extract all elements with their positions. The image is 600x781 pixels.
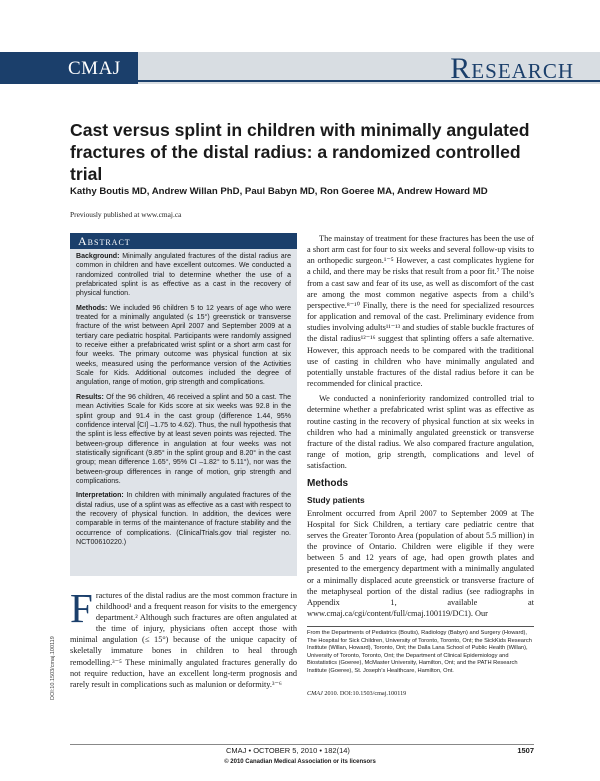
- page-number: 1507: [517, 746, 534, 755]
- abstract-body: [70, 249, 297, 547]
- article-title: Cast versus splint in children with minimally angulated fractures of the distal radius: a randomized controlled trial: [70, 120, 530, 184]
- methods-text: We included 96 children 5 to 12 years of age who were treated for a minimally angulated (≤ 15°) greenstick or transverse fracture of the wrist between April 2007 and September 2009 at a tertiary care pediatric hospital. Participants were randomly assigned to receive either a prefabricated wrist splint or a short arm cast for four weeks. The primary outcome was physical function at six weeks, measured using the performance version of the Activities Scale for Kids. Additional outcomes included the degree of angulation, range of motion, grip strength and complications.: [76, 304, 291, 387]
- journal-logo-block: [0, 52, 138, 84]
- affiliation-divider: [307, 626, 534, 627]
- abstract-results: [76, 393, 291, 486]
- journal-logo: CMAJ: [68, 58, 121, 79]
- citation-doi: 2010. DOI:10.1503/cmaj.100119: [322, 690, 407, 697]
- author-list: Kathy Boutis MD, Andrew Willan PhD, Paul Babyn MD, Ron Goeree MA, Andrew Howard MD: [70, 186, 488, 197]
- copyright-notice: © 2010 Canadian Medical Association or its licensors: [224, 759, 376, 765]
- study-patients-heading: Study patients: [307, 495, 365, 506]
- drop-cap: F: [70, 585, 93, 631]
- body-paragraph-3: Enrolment occurred from April 2007 to September 2009 at The Hospital for Sick Children, a tertiary care pediatric centre that serves the Greater Toronto Area (population of about 5.5 million) in the province of Ontario. Children were eligible if they were between 5 and 12 years of age, had open growth plates and presented to the emergency department with a minimally angulated or a minimally displaced acute greenstick or transverse fracture of the metaphyseal portion of the distal radius (see radiographs in Appendix 1, available at www.cmaj.ca/cgi/content/full/cmaj.100119/DC1). Our: [307, 508, 534, 618]
- results-label: Results:: [76, 393, 104, 401]
- citation-journal: CMAJ: [307, 690, 323, 697]
- abstract-heading: Abstract: [70, 233, 297, 249]
- interpretation-text: In children with minimally angulated fractures of the distal radius, use of a splint was as effective as a cast with respect to the recovery of physical function. In addition, the devices were comparable in terms of the maintenance of fracture stability and the occurrence of complications. (ClinicalTrials.gov trial register no. NCT00610220.): [76, 492, 291, 546]
- results-text: Of the 96 children, 46 received a splint and 50 a cast. The mean Activities Scale for Kids score at six weeks was 92.8 in the splint group and 91.4 in the cast group (difference 1.44, 95% confidence interval [CI] –1.75 to 4.62). Thus, the null hypothesis that the splint is less effective by at least seven points was rejected. The between-group difference in angulation at four weeks was not statistically significant (9.85° in the splint group and 8.20° in the cast group; mean difference 1.65°, 95% CI –1.82° to 5.11°), nor was the between-group differences in range of motion, grip strength and complications.: [76, 393, 291, 485]
- methods-label: Methods:: [76, 304, 108, 312]
- section-label: Research: [450, 52, 574, 85]
- footer-issue: CMAJ • OCTOBER 5, 2010 • 182(14): [226, 746, 350, 755]
- abstract-background: [76, 252, 291, 299]
- publication-note: Previously published at www.cmaj.ca: [70, 210, 182, 219]
- body-paragraph-2: We conducted a noninferiority randomized controlled trial to determine whether a prefabricated wrist splint was as effective as routine casting in the recovery of physical function at six weeks in children who had a minimally angulated greenstick or transverse fracture of the distal radius. We also compared fracture angulation, range of motion, grip strength, complications and level of satisfaction.: [307, 394, 534, 471]
- abstract-methods: [76, 304, 291, 388]
- intro-paragraph: [70, 585, 297, 690]
- side-doi: DOI:10.1503/cmaj.100119: [50, 636, 56, 700]
- footer-divider: [70, 744, 534, 745]
- citation-line: [307, 690, 534, 697]
- background-label: Background:: [76, 253, 120, 260]
- methods-heading: Methods: [307, 478, 349, 490]
- abstract-interpretation: [76, 491, 291, 547]
- author-affiliations: From the Departments of Pediatrics (Boutis), Radiology (Babyn) and Surgery (Howard), The Hospital for Sick Children, University of Toronto, Toronto, Ont; the SickKids Research Institute (Willan, Howard), Toronto, Ont; the Dalla Lana School of Public Health (Willan), University of Toronto, Toronto, Ont; the Department of Clinical Epidemiology and Biostatistics (Goeree), McMaster University, Hamilton, Ont; and the PATH Research Institute (Goeree), St. Joseph’s Healthcare, Hamilton, Ont.: [307, 630, 532, 674]
- body-paragraph-1: The mainstay of treatment for these fractures has been the use of a short arm cast for four to six weeks and several follow-up visits to an orthopedic surgeon.¹⁻⁵ However, a cast complicates hygiene for a child, and there may be risks that result from a poor fit.⁷ The noise from a cast saw and fear of its use, as well as discomfort of the cast are among the most common negative aspects from a child’s perspective.⁸⁻¹⁰ Finally, there is the need for specialized resources for application and removal of the cast. Preliminary evidence from studies involving adults¹¹⁻¹³ and studies of stable buckle fractures of the distal radius¹²⁻¹⁶ suggest that splinting offers a safe alternative. However, this approach needs to be compared with the traditional use of casting in children who have minimally angulated and potentially unstable fractures of the distal radius before it can be recommended for clinical practice.: [307, 234, 535, 389]
- right-column: [307, 233, 534, 623]
- abstract-box: [70, 233, 297, 576]
- background-text: Minimally angulated fractures of the distal radius are common in children and have excellent outcomes. We conducted a randomized controlled trial to determine whether the use of a prefabricated splint is as effective as a cast in the recovery of physical function.: [76, 253, 291, 298]
- section-banner: [0, 52, 600, 84]
- page-footer: [70, 746, 534, 758]
- interpretation-label: Interpretation:: [76, 492, 124, 500]
- intro-text: ractures of the distal radius are the most common fracture in childhood¹ and a frequent reason for visits to the emergency department.² Although such fractures are often angulated at the time of injury, physicians often accept those with minimal angulation (≤ 15°) because of the unique capacity of skeletally immature bones in children to heal through remodelling.³⁻⁵ These minimally angulated fractures generally do not require reduction, have an excellent long-term prognosis and rarely result in complications such as malunion or deformity.³⁻⁶: [70, 591, 297, 689]
